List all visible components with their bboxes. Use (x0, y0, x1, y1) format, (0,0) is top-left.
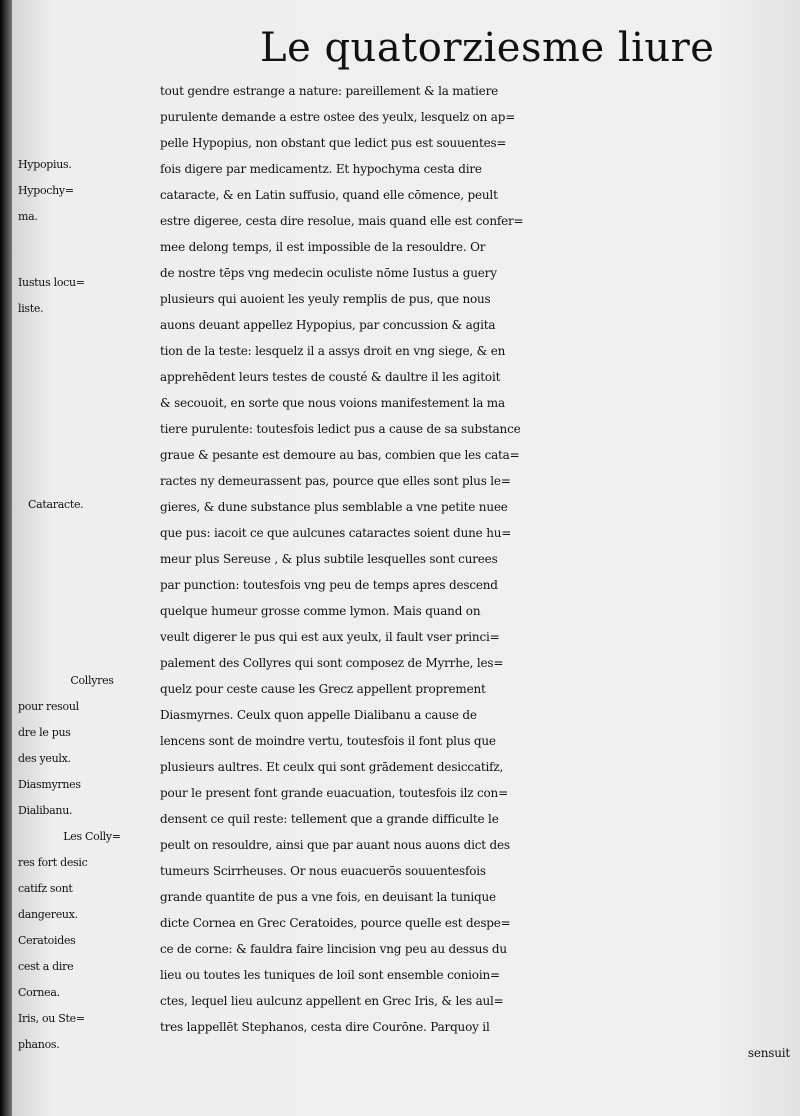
body-line: densent ce quil reste: tellement que a grande difficulte le (160, 812, 499, 826)
margin-note-line: dangereux. (18, 908, 78, 921)
margin-note-line: catifz sont (18, 882, 73, 895)
margin-note-line: Iris, ou Ste= (18, 1012, 85, 1025)
margin-note-line: dre le pus (18, 726, 71, 739)
margin-note-iustus (18, 270, 166, 322)
body-line: graue & pesante est demoure au bas, combien que les cata= (160, 448, 520, 462)
book-page (12, 0, 800, 1116)
margin-note-line: Diasmyrnes (18, 778, 81, 791)
margin-note-line: Dialibanu. (18, 804, 73, 817)
margin-note-line: des yeulx. (18, 752, 71, 765)
margin-notes (12, 0, 162, 1116)
margin-note-line: liste. (18, 302, 44, 315)
body-line: tiere purulente: toutesfois ledict pus a cause de sa substance (160, 422, 521, 436)
body-line: plusieurs aultres. Et ceulx qui sont grādement desiccatifz, (160, 760, 504, 774)
body-line: auons deuant appellez Hypopius, par concussion & agita (160, 318, 496, 332)
margin-note-line: res fort desic (18, 856, 88, 869)
margin-note-collyres (18, 668, 166, 824)
body-line: tres lappellēt Stephanos, cesta dire Courōne. Parquoy il (160, 1020, 490, 1034)
body-line: cataracte, & en Latin suffusio, quand elle cōmence, peult (160, 188, 498, 202)
body-line: palement des Collyres qui sont composez de Myrrhe, les= (160, 656, 504, 670)
margin-note-line: phanos. (18, 1038, 60, 1051)
margin-note-line: cest a dire (18, 960, 74, 973)
body-line: apprehēdent leurs testes de cousté & daultre il les agitoit (160, 370, 501, 384)
body-line: que pus: iacoit ce que aulcunes cataractes soient dune hu= (160, 526, 512, 540)
margin-note-line: Les Colly= (63, 830, 121, 843)
body-line: lieu ou toutes les tuniques de loil sont ensemble conioin= (160, 968, 500, 982)
margin-note-hypopius (18, 152, 166, 230)
body-line: tumeurs Scirrheuses. Or nous euacuerōs souuentesfois (160, 864, 486, 878)
body-line: grande quantite de pus a vne fois, en deuisant la tunique (160, 890, 496, 904)
body-line: pelle Hypopius, non obstant que ledict pus est souuentes= (160, 136, 507, 150)
body-line: quelz pour ceste cause les Grecz appellent proprement (160, 682, 486, 696)
body-line: veult digerer le pus qui est aux yeulx, il fault vser princi= (160, 630, 500, 644)
margin-note-line: Collyres (70, 674, 114, 687)
body-line: meur plus Sereuse , & plus subtile lesquelles sont curees (160, 552, 498, 566)
body-line: par punction: toutesfois vng peu de temps apres descend (160, 578, 498, 592)
margin-note-line: Cornea. (18, 986, 60, 999)
margin-note-line: Hypochy= (18, 184, 74, 197)
margin-note-line: Iustus locu= (18, 276, 85, 289)
body-line: sensuit (747, 1046, 790, 1060)
margin-note-cataracte (28, 492, 176, 518)
body-line: estre digeree, cesta dire resolue, mais quand elle est confer= (160, 214, 524, 228)
body-line: tion de la teste: lesquelz il a assys droit en vng siege, & en (160, 344, 506, 358)
margin-note-line: pour resoul (18, 700, 79, 713)
margin-note-les-collyres (18, 824, 166, 928)
body-line: ractes ny demeurassent pas, pource que elles sont plus le= (160, 474, 511, 488)
body-line: lencens sont de moindre vertu, toutesfois il font plus que (160, 734, 496, 748)
body-line: plusieurs qui auoient les yeuly remplis de pus, que nous (160, 292, 491, 306)
body-line: purulente demande a estre ostee des yeulx, lesquelz on ap= (160, 110, 516, 124)
margin-note-line: ma. (18, 210, 38, 223)
body-line: tout gendre estrange a nature: pareillement & la matiere (160, 84, 499, 98)
body-line: mee delong temps, il est impossible de la resouldre. Or (160, 240, 486, 254)
margin-note-ceratoides (18, 928, 166, 1058)
book-spine-shadow (0, 0, 12, 1116)
body-line: ctes, lequel lieu aulcunz appellent en Grec Iris, & les aul= (160, 994, 504, 1008)
body-line: dicte Cornea en Grec Ceratoides, pource quelle est despe= (160, 916, 511, 930)
margin-note-line: Ceratoides (18, 934, 76, 947)
body-line: ce de corne: & fauldra faire lincision vng peu au dessus du (160, 942, 507, 956)
body-line: & secouoit, en sorte que nous voions manifestement la ma (160, 396, 505, 410)
body-line: gieres, & dune substance plus semblable a vne petite nuee (160, 500, 508, 514)
body-text (160, 78, 790, 1066)
body-line: fois digere par medicamentz. Et hypochyma cesta dire (160, 162, 482, 176)
margin-note-line: Cataracte. (28, 498, 84, 511)
margin-note-line: Hypopius. (18, 158, 72, 171)
body-line: de nostre tēps vng medecin oculiste nōme Iustus a guery (160, 266, 497, 280)
body-line: pour le present font grande euacuation, toutesfois ilz con= (160, 786, 508, 800)
body-line: peult on resouldre, ainsi que par auant nous auons dict des (160, 838, 510, 852)
body-line: Diasmyrnes. Ceulx quon appelle Dialibanu a cause de (160, 708, 477, 722)
body-line: quelque humeur grosse comme lymon. Mais quand on (160, 604, 481, 618)
running-head: Le quatorziesme liure (260, 25, 715, 71)
